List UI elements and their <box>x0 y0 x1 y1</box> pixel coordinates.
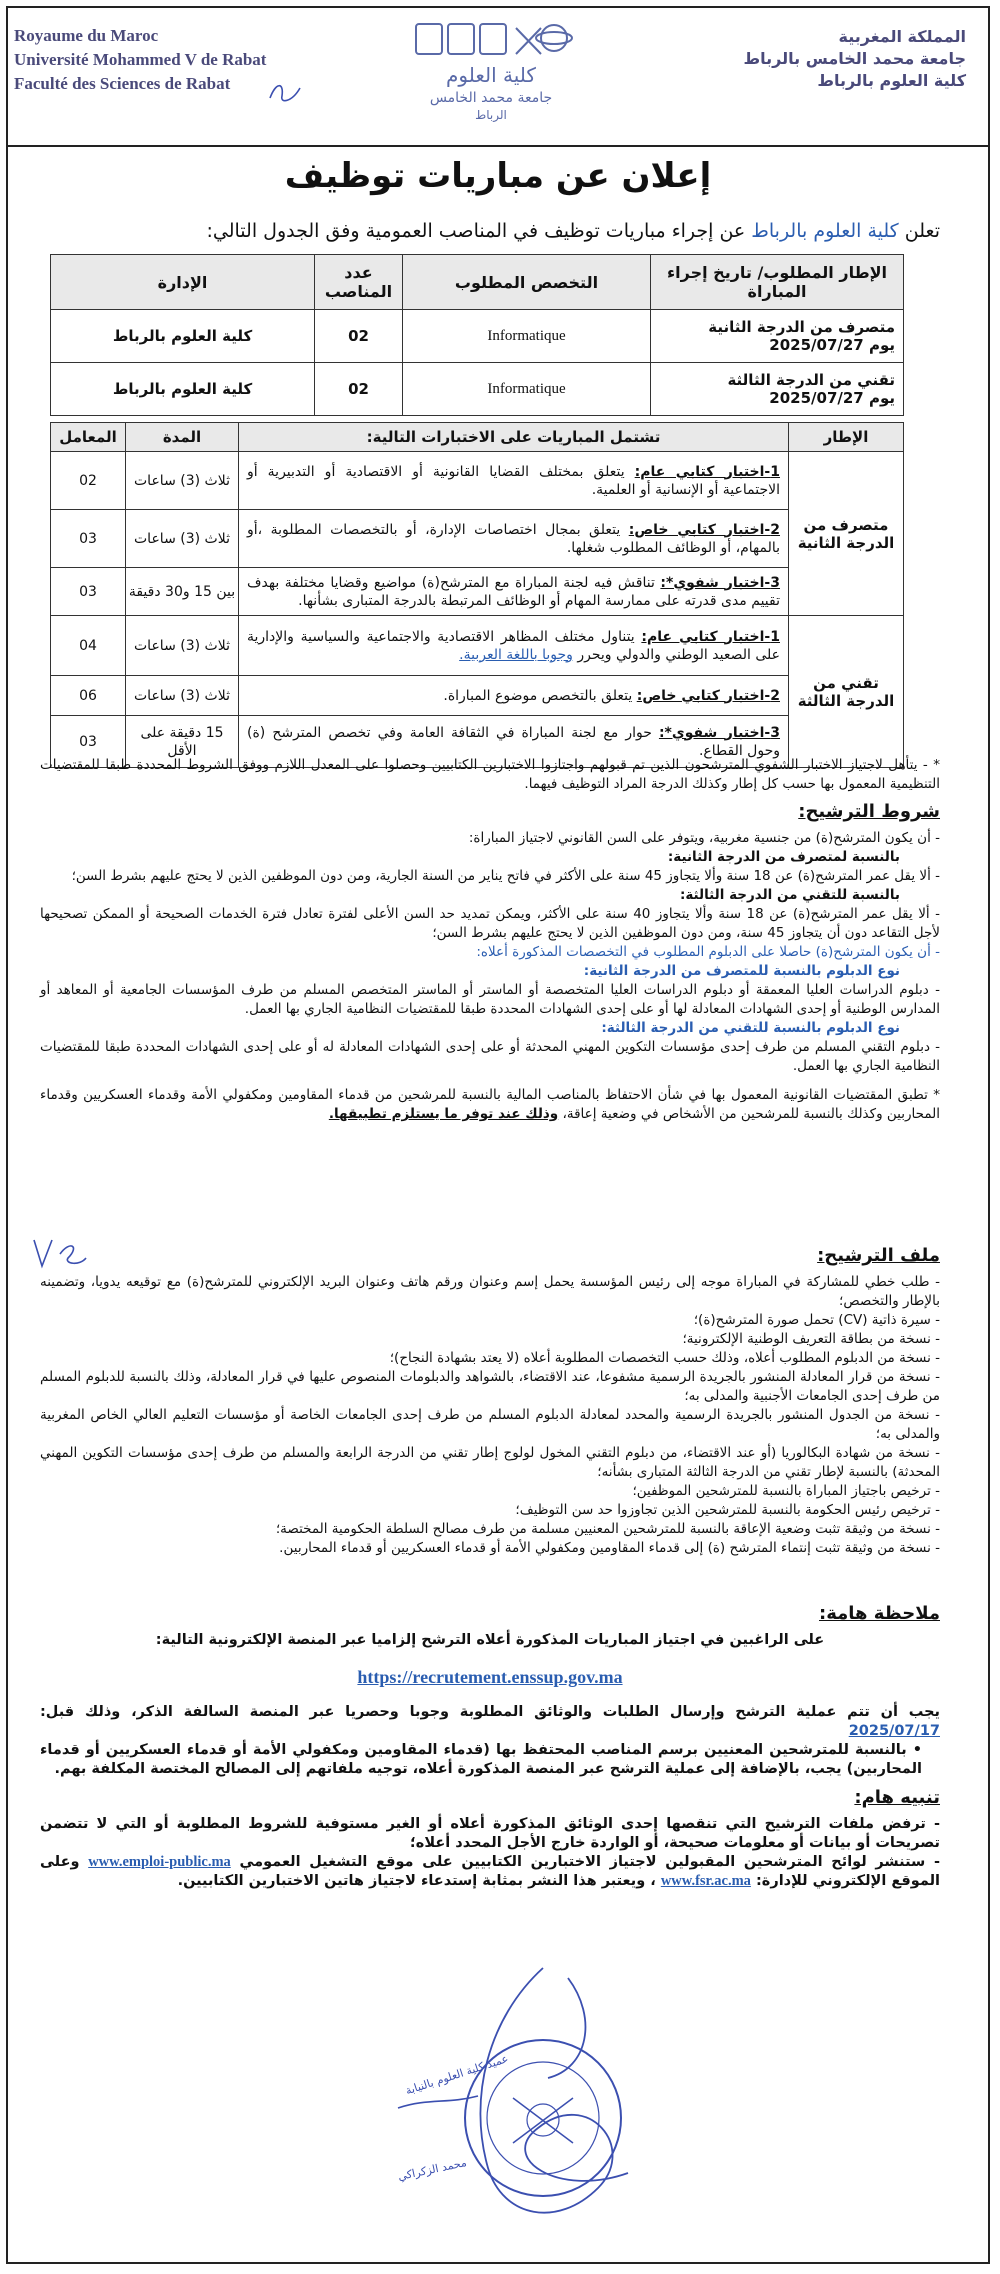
test-label: 3-اختبار شفوي*: <box>660 574 780 591</box>
list-item: - طلب خطي للمشاركة في المباراة موجه إلى رئيس المؤسسة يحمل إسم وعنوان ورقم هاتف وعنوان البريد الإلكتروني للمترشح(ة) مع توقيعه يدويا، وتضمينه بالإطار والتخصص؛ <box>40 1274 940 1309</box>
duration-cell: ثلاث (3) ساعات <box>126 616 239 676</box>
important-section <box>40 1604 940 1779</box>
document-page <box>6 6 990 2264</box>
table-header: التخصص المطلوب <box>403 255 651 310</box>
table-header: المدة <box>126 423 239 452</box>
page-title: إعلان عن مباريات توظيف <box>284 156 712 196</box>
duration-cell: ثلاث (3) ساعات <box>126 676 239 716</box>
list-item: - ترخيص باجتياز المباراة بالنسبة للمترشحين الموظفين؛ <box>632 1483 940 1499</box>
table-row <box>51 452 904 510</box>
test-description <box>239 452 789 510</box>
duration-cell: 15 دقيقة على الأقل <box>126 716 239 768</box>
duration-cell: ثلاث (3) ساعات <box>126 452 239 510</box>
test-description <box>239 510 789 568</box>
admin-cell: كلية العلوم بالرباط <box>51 310 315 363</box>
header-fr-line: Université Mohammed V de Rabat <box>14 50 267 69</box>
condition-heading: بالنسبة لمتصرف من الدرجة الثانية: <box>667 849 900 865</box>
notice-section <box>40 1788 940 1891</box>
deadline-date: 2025/07/17 <box>848 1723 940 1739</box>
test-label: 1-اختبار كتابي عام: <box>634 463 780 480</box>
speciality-cell: Informatique <box>403 310 651 363</box>
count-cell: 02 <box>315 310 403 363</box>
section-title: ملاحظة هامة: <box>819 1603 940 1624</box>
list-item: - ترخيص رئيس الحكومة بالنسبة للمترشحين الذين تجاوزوا حد سن التوظيف؛ <box>515 1502 940 1518</box>
quota-note-text: * تطبق المقتضيات القانونية المعمول بها في شأن الاحتفاظ بالمناصب المالية بالنسبة للمرشحين من قدماء المقاومين ومكفولي الأمة وقدماء العسكريين وقدماء المحاربين وكذلك بالنسبة للمرشحين من الأشخاص في وضعية إعاقة، <box>40 1087 940 1122</box>
count-cell: 02 <box>315 363 403 416</box>
table-header-row <box>51 423 904 452</box>
test-description <box>239 616 789 676</box>
condition-line: - ألا يقل عمر المترشح(ة) عن 18 سنة وألا يتجاوز 40 سنة على الأكثر، ويمكن تمديد حد السن الأعلى لفترة تعادل فترة الخدمات الصحيحة أو الممكن تصحيحها لأجل التقاعد دون أن يتجاوز 45 سنة، ومن دون الموظفين الذين لا يحتج عليهم بشرط السن؛ <box>40 906 940 941</box>
test-label: 3-اختبار شفوي*: <box>658 724 780 741</box>
signature-name: محمد الزكراكي <box>396 2155 468 2184</box>
intro-highlight: كلية العلوم بالرباط <box>751 220 899 242</box>
table-row <box>51 676 904 716</box>
test-description <box>239 676 789 716</box>
test-desc: يتناول مختلف المظاهر الاقتصادية والاجتماعية والسياسية والإدارية على الصعيد الوطني والدولي ويحرر <box>247 628 780 663</box>
official-stamp-signature <box>338 1958 698 2258</box>
condition-line: - دبلوم الدراسات العليا المعمقة أو دبلوم الدراسات العليا المتخصصة أو الماستر أو الماستر المتخصص المسلم من طرف المؤسسات الجامعية أو المعاهد أو المدارس الوطنية أو إحدى الشهادات المعادلة لها أو على إحدى الشهادات المحددة طبقا للمقتضيات النظامية الجاري بها العمل. <box>40 982 940 1017</box>
notice-text: - ستنشر لوائح المترشحين المقبولين لاجتياز الاختبارين الكتابيين على موقع التشغيل العمومي <box>239 1854 940 1870</box>
notice-text: ، ويعتبر هذا النشر بمثابة إستدعاء لاجتياز هاتين الاختبارين الكتابيين. <box>177 1873 656 1889</box>
coef-cell: 03 <box>51 510 126 568</box>
important-bullet: • بالنسبة للمترشحين المعنيين برسم المناصب المحتفظ بها (قدماء المقاومين ومكفولي الأمة أو قدماء العسكريين أو قدماء المحاربين) يجب، بالإضافة إلى عملية الترشح عبر المنصة المذكورة أعلاه، توجيه ملفاتهم إلى المصالح المختصة المكلفة بهم. <box>40 1742 922 1777</box>
table-header: الإطار المطلوب/ تاريخ إجراء المباراة <box>651 255 904 310</box>
header-divider <box>8 145 988 147</box>
header-ar-line: المملكة المغربية <box>838 27 966 46</box>
table-header: المعامل <box>51 423 126 452</box>
coef-cell: 03 <box>51 716 126 768</box>
notice-line: - ترفض ملفات الترشيح التي تنقصها إحدى الوثائق المذكورة أعلاه أو الغير مستوفية للشروط المطلوبة أو التي لا تتضمن تصريحات أو بيانات أو معلومات صحيحة، أو الواردة خارج الأجل المحدد أعلاه؛ <box>40 1816 940 1851</box>
intro-text <box>206 220 940 242</box>
notice-text: وعلى الموقع الإلكتروني للإدارة: <box>40 1854 940 1889</box>
header-ar-line: جامعة محمد الخامس بالرباط <box>743 49 966 68</box>
coef-cell: 03 <box>51 568 126 616</box>
admin-cell: كلية العلوم بالرباط <box>51 363 315 416</box>
handwritten-initials <box>266 78 306 108</box>
important-bullet-text: بالنسبة للمترشحين المعنيين برسم المناصب المحتفظ بها (قدماء المقاومين ومكفولي الأمة أو قدماء العسكريين أو قدماء المحاربين) يجب، بالإضافة إلى عملية الترشح عبر المنصة المذكورة أعلاه، توجيه ملفاتهم إلى المصالح المختصة المكلفة بهم. <box>40 1742 922 1777</box>
table-row <box>51 568 904 616</box>
header-fr-line: Faculté des Sciences de Rabat <box>14 74 231 93</box>
logo-text: الرباط <box>475 108 507 122</box>
condition-heading: بالنسبة للتقني من الدرجة الثالثة: <box>679 887 900 903</box>
header-arabic <box>744 26 966 92</box>
tests-table <box>50 422 904 768</box>
faculty-logo <box>376 18 606 128</box>
test-desc-highlight: وجوبا باللغة العربية. <box>459 646 573 663</box>
important-line: على الراغبين في اجتياز المباريات المذكورة أعلاه الترشح إلزاميا عبر المنصة الإلكترونية التالية: <box>155 1632 825 1648</box>
condition-line: - أن يكون المترشح(ة) من جنسية مغربية، ويتوفر على السن القانوني لاجتياز المباراة: <box>468 830 940 846</box>
header-ar-line: كلية العلوم بالرباط <box>817 71 966 90</box>
test-label: 1-اختبار كتابي عام: <box>641 628 780 645</box>
cadre-cell <box>651 363 904 416</box>
table-header: تشتمل المباريات على الاختبارات التالية: <box>239 423 789 452</box>
conditions-section <box>40 802 940 1124</box>
dossier-section <box>40 1246 940 1558</box>
test-desc: يتعلق بالتخصص موضوع المباراة. <box>443 687 633 704</box>
section-title: تنبيه هام: <box>854 1787 940 1808</box>
condition-line: - أن يكون المترشح(ة) حاصلا على الدبلوم المطلوب في التخصصات المذكورة أعلاه: <box>476 944 940 960</box>
test-desc: يتعلق بمجال اختصاصات الإدارة، أو بالتخصصات المطلوبة ،أو بالمهام، أو الوظائف المطلوب شغلها. <box>247 521 780 556</box>
list-item: - نسخة من وثيقة تثبت إنتماء المترشح (ة) إلى قدماء المقاومين ومكفولي الأمة أو قدماء العسكريين أو قدماء المحاربين. <box>279 1540 940 1556</box>
notice-line <box>40 1853 940 1891</box>
cadre-cell: تقني من الدرجة الثالثة <box>789 616 904 768</box>
section-title: شروط الترشيح: <box>798 801 940 822</box>
exam-date: يوم 2025/07/27 <box>769 336 895 354</box>
list-item: - نسخة من الدبلوم المطلوب أعلاه، وذلك حسب التخصصات المطلوبة أعلاه (لا يعتد بشهادة النجاح)؛ <box>389 1350 940 1366</box>
test-desc: تناقش فيه لجنة المباراة مع المترشح(ة) مواضيع وقضايا مختلفة بهدف تقييم مدى قدرته على ممارسة المهام أو الوظائف المرتبطة بالدرجة المتبارى بشأنها. <box>247 574 780 609</box>
list-item: - نسخة من الجدول المنشور بالجريدة الرسمية والمحدد لمعادلة الدبلوم المسلم من طرف إحدى الجامعات الخاصة أو مؤسسات التعليم العالي الخاص المغربية والمدلى به؛ <box>40 1407 940 1442</box>
table-header: عدد المناصب <box>315 255 403 310</box>
test-label: 2-اختبار كتابي خاص: <box>636 687 780 704</box>
platform-link[interactable] <box>40 1668 940 1687</box>
logo-text: كلية العلوم <box>446 63 536 87</box>
intro-post: عن إجراء مباريات توظيف في المناصب العمومية وفق الجدول التالي: <box>206 220 746 242</box>
condition-line: - ألا يقل عمر المترشح(ة) عن 18 سنة وألا يتجاوز 45 سنة على الأكثر في فاتح يناير من السنة الجارية، ومن دون الموظفين الذين لا يحتج عليهم بشرط السن؛ <box>71 868 940 884</box>
test-desc: يتعلق بمختلف القضايا القانونية أو الاقتصادية أو التدبيرية أو الاجتماعية أو الإنسانية أو العلمية. <box>247 463 780 498</box>
table-header: الإطار <box>789 423 904 452</box>
intro-pre: تعلن <box>904 220 940 242</box>
fsr-link[interactable]: www.fsr.ac.ma <box>660 1873 751 1889</box>
deadline-line <box>40 1703 940 1741</box>
section-title: ملف الترشيح: <box>817 1245 940 1266</box>
duration-cell: ثلاث (3) ساعات <box>126 510 239 568</box>
coef-cell: 02 <box>51 452 126 510</box>
table-header: الإدارة <box>51 255 315 310</box>
condition-heading: نوع الدبلوم بالنسبة للمتصرف من الدرجة الثانية: <box>583 963 900 979</box>
quota-note <box>40 1086 940 1124</box>
table-row <box>51 616 904 676</box>
coef-cell: 04 <box>51 616 126 676</box>
deadline-text: يجب أن تتم عملية الترشح وإرسال الطلبات والوثائق المطلوبة وجوبا وحصريا عبر المنصة السالفة الذكر، وذلك قبل: <box>40 1704 940 1720</box>
test-description <box>239 568 789 616</box>
logo-text: جامعة محمد الخامس <box>429 90 553 106</box>
table-header-row <box>51 255 904 310</box>
test-label: 2-اختبار كتابي خاص: <box>628 521 780 538</box>
signature-title: عميد كلية العلوم بالنيابة <box>403 2051 510 2098</box>
list-item: - نسخة من قرار المعادلة المنشور بالجريدة الرسمية مشفوعا، عند الاقتضاء، بالشواهد والدبلومات المنصوص عليها في قرار المعادلة، وذلك بالنسبة للدبلوم المسلم من طرف إحدى الجامعات الأجنبية والمدلى به؛ <box>40 1369 940 1404</box>
speciality-cell: Informatique <box>403 363 651 416</box>
table-row <box>51 310 904 363</box>
oral-note: * - يتأهل لاجتياز الاختبار الشفوي المترشحون الذين تم قبولهم واجتازوا الاختبارين الكتابيين وحصلوا على المعدل اللازم ووفق الشروط المحددة طبقا للمقتضيات التنظيمية المعمول بها حسب كل إطار وكذلك الدرجة المراد التوظيف فيهما. <box>40 757 940 792</box>
cadre-cell: متصرف من الدرجة الثانية <box>789 452 904 616</box>
test-desc: حوار مع لجنة المباراة في الثقافة العامة وفي تخصص المترشح (ة) وحول القطاع. <box>247 724 780 759</box>
table-row <box>51 363 904 416</box>
cadre-cell <box>651 310 904 363</box>
condition-heading: نوع الدبلوم بالنسبة للتقني من الدرجة الثالثة: <box>601 1020 900 1036</box>
quota-note-bold: وذلك عند توفر ما يستلزم تطبيقها. <box>328 1106 559 1122</box>
header-french <box>14 24 266 96</box>
list-item: - سيرة ذاتية (CV) تحمل صورة المترشح(ة)؛ <box>693 1312 940 1328</box>
positions-table <box>50 254 904 416</box>
platform-url[interactable]: https://recrutement.enssup.gov.ma <box>357 1667 623 1687</box>
cadre-name: تقني من الدرجة الثالثة <box>727 371 895 389</box>
header-fr-line: Royaume du Maroc <box>14 26 159 45</box>
duration-cell: بين 15 و30 دقيقة <box>126 568 239 616</box>
list-item: - نسخة من شهادة البكالوريا (أو عند الاقتضاء، من دبلوم التقني المخول لولوج إطار تقني من الدرجة الرابعة والمسلم من طرف إحدى مؤسسات التكوين المهني المحدثة) بالنسبة لإطار تقني من الدرجة الثالثة المتبارى بشأنه؛ <box>40 1445 940 1480</box>
cadre-name: متصرف من الدرجة الثانية <box>708 318 895 336</box>
coef-cell: 06 <box>51 676 126 716</box>
exam-date: يوم 2025/07/27 <box>769 389 895 407</box>
emploi-public-link[interactable]: www.emploi-public.ma <box>88 1854 231 1870</box>
list-item: - نسخة من وثيقة تثبت وضعية الإعاقة بالنسبة للمترشحين المعنيين مسلمة من طرف مصالح السلطة الحكومية المختصة؛ <box>275 1521 940 1537</box>
table-row <box>51 510 904 568</box>
list-item: - نسخة من بطاقة التعريف الوطنية الإلكترونية؛ <box>682 1331 940 1347</box>
condition-line: - دبلوم التقني المسلم من طرف إحدى مؤسسات التكوين المهني المحدثة أو على إحدى الشهادات المعادلة له أو على إحدى الشهادات المحددة طبقا للمقتضيات النظامية الجاري بها العمل. <box>40 1039 940 1074</box>
